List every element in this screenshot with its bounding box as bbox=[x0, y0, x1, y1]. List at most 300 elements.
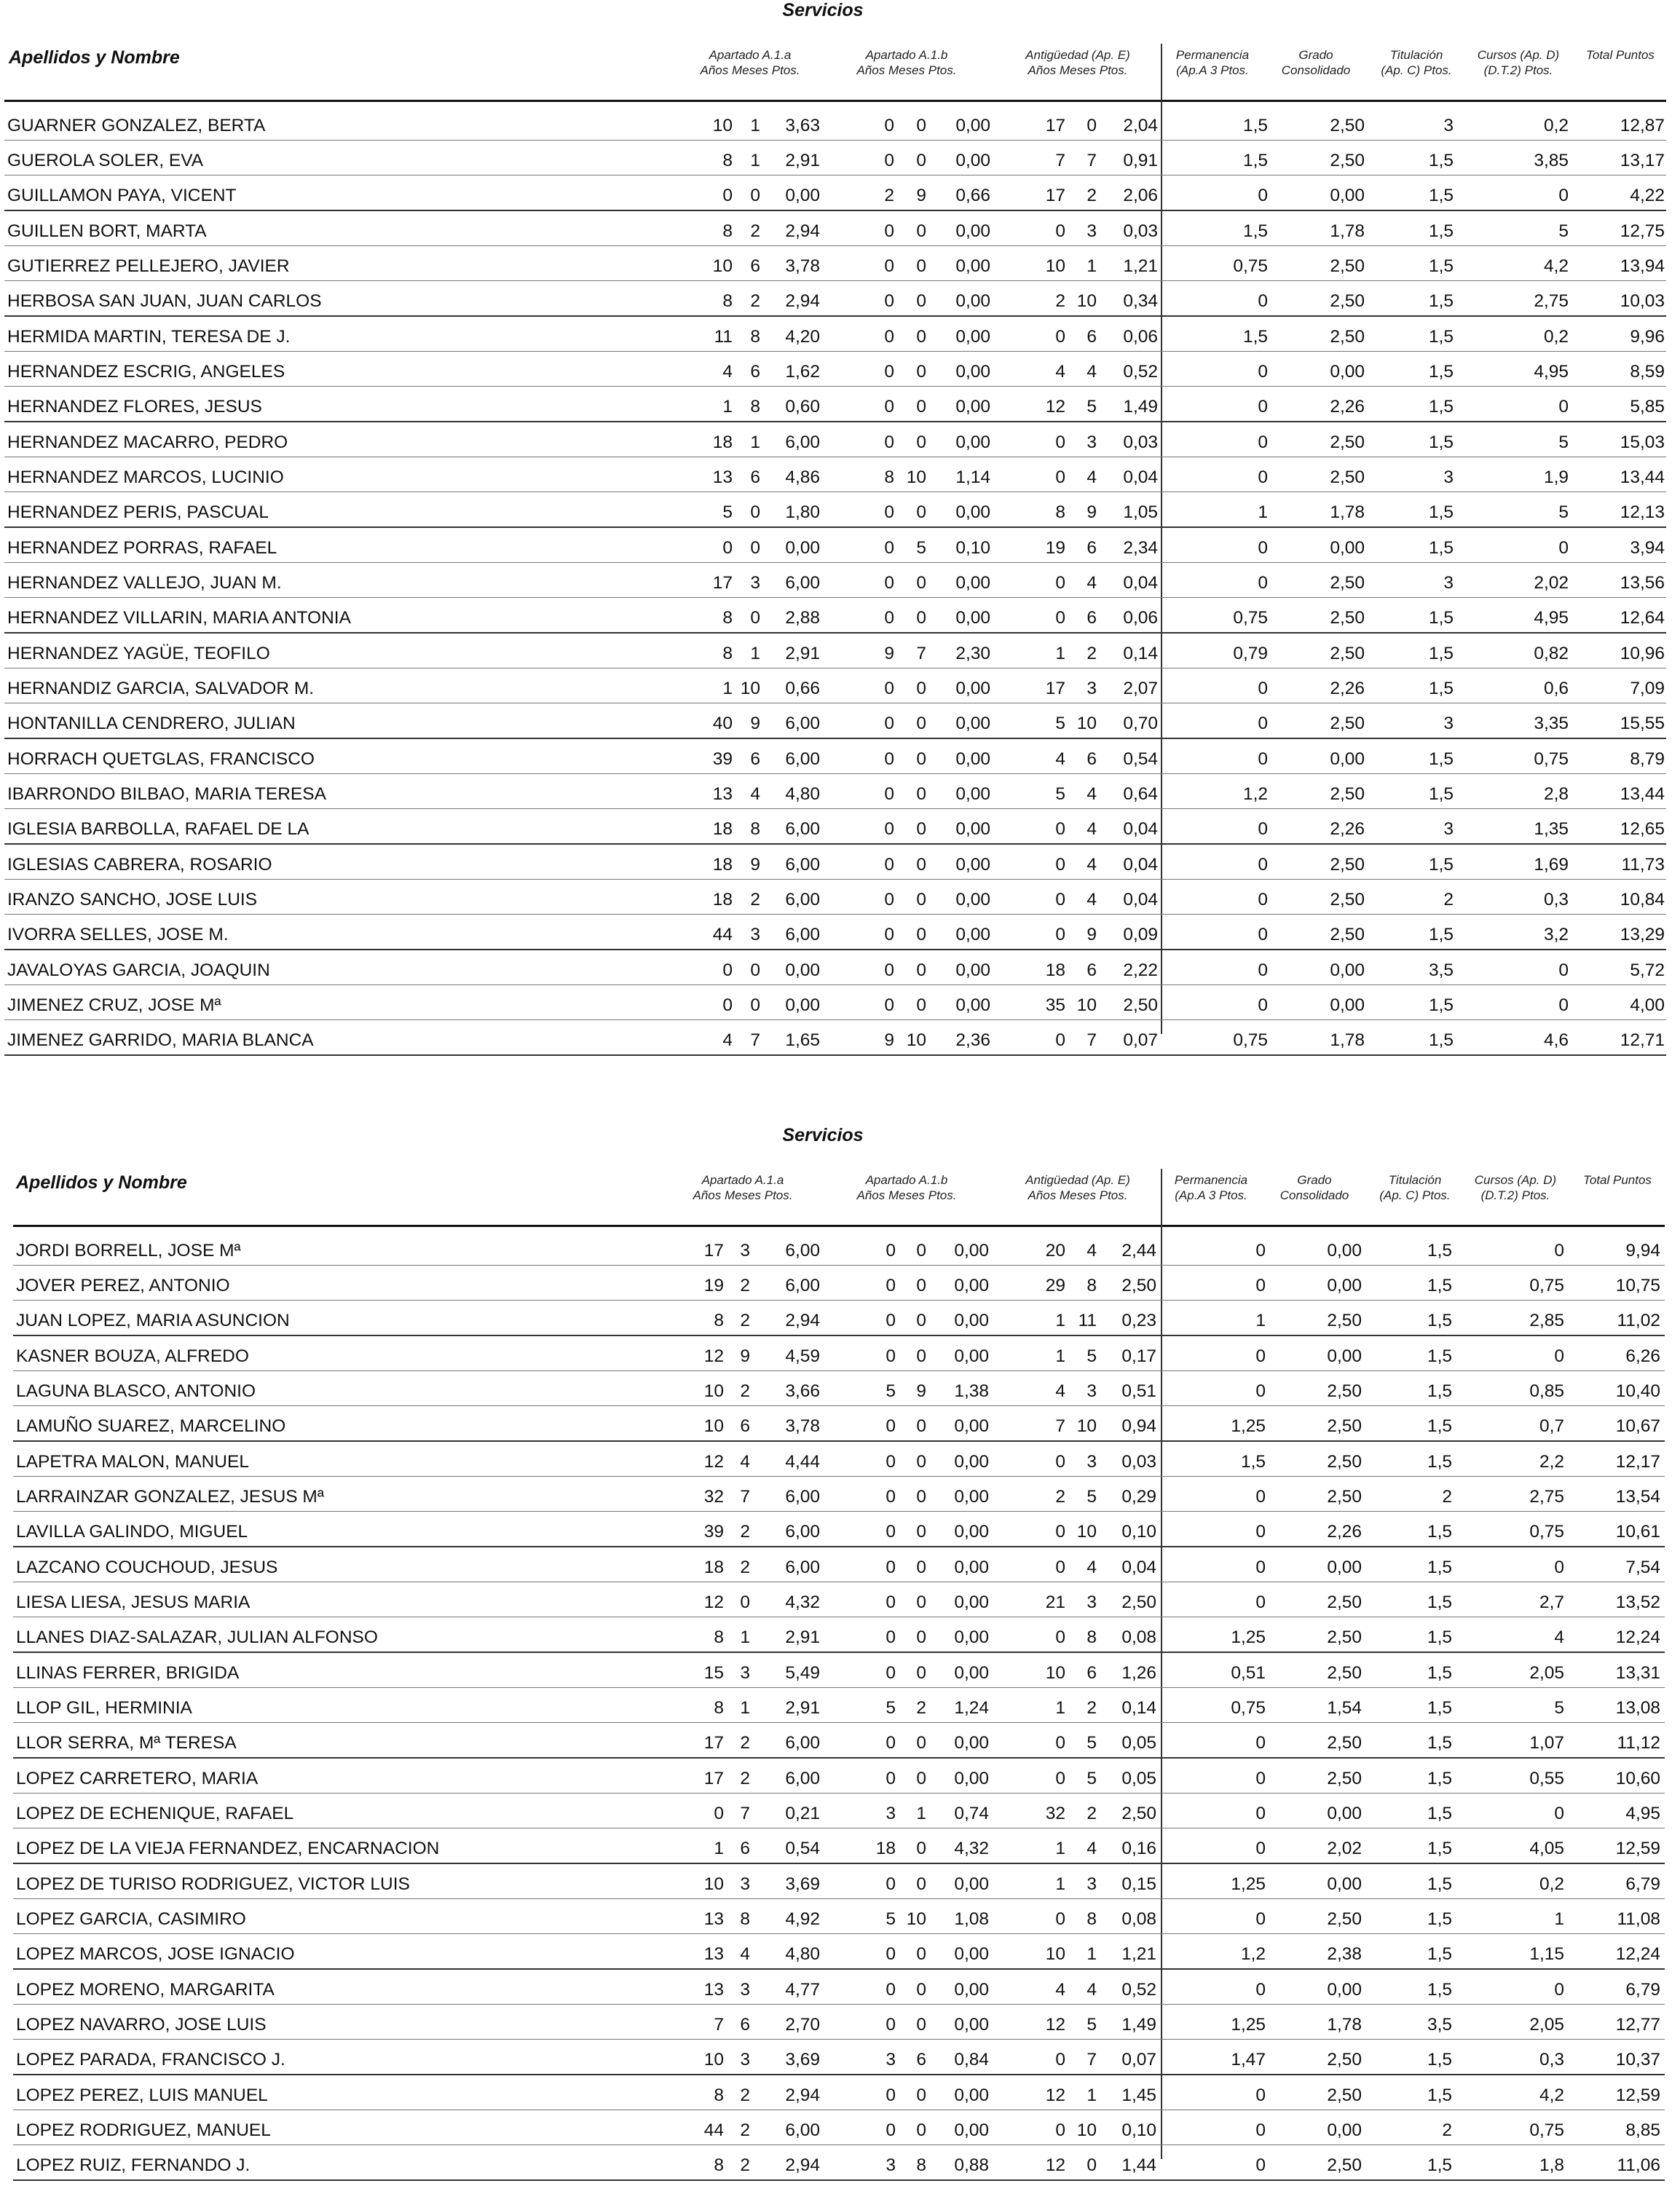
cell-a1a-anos: 13 bbox=[703, 1944, 724, 1964]
cell-a1a-meses: 2 bbox=[740, 2155, 750, 2175]
cell-a1a-anos: 17 bbox=[703, 1769, 724, 1788]
table-row bbox=[13, 1723, 1665, 1759]
cell-a1b-anos: 0 bbox=[886, 1487, 896, 1507]
cell-a1b-meses: 0 bbox=[916, 151, 926, 170]
cell-total: 15,03 bbox=[1620, 433, 1665, 452]
cell-titulacion: 1,5 bbox=[1427, 1522, 1452, 1542]
cell-ant-ptos: 0,03 bbox=[1123, 433, 1158, 452]
cell-a1a-anos: 1 bbox=[714, 1839, 724, 1858]
cell-ant-anos: 1 bbox=[1055, 1839, 1065, 1858]
cell-ant-anos: 0 bbox=[1055, 573, 1065, 593]
cell-a1a-anos: 10 bbox=[703, 1874, 724, 1894]
cell-permanencia: 1,25 bbox=[1231, 1416, 1266, 1436]
cell-ant-meses: 10 bbox=[1076, 1416, 1097, 1436]
cell-a1b-meses: 2 bbox=[916, 1698, 926, 1718]
cell-ant-meses: 3 bbox=[1087, 221, 1097, 241]
cell-ant-ptos: 0,04 bbox=[1123, 467, 1158, 487]
cell-titulacion: 1,5 bbox=[1428, 925, 1454, 944]
cell-grado: 2,50 bbox=[1330, 291, 1365, 311]
cell-a1b-ptos: 0,00 bbox=[955, 960, 990, 980]
cell-ant-anos: 7 bbox=[1055, 1416, 1065, 1436]
cell-a1a-anos: 10 bbox=[703, 1381, 724, 1401]
cell-a1b-meses: 0 bbox=[916, 1663, 926, 1683]
table-row bbox=[13, 1442, 1665, 1477]
cell-titulacion: 1,5 bbox=[1427, 1593, 1452, 1612]
cell-a1a-anos: 10 bbox=[712, 116, 733, 135]
cell-ant-ptos: 1,21 bbox=[1121, 1944, 1156, 1964]
cell-grado: 2,26 bbox=[1330, 397, 1365, 417]
cell-name: IRANZO SANCHO, JOSE LUIS bbox=[7, 890, 258, 909]
cell-titulacion: 1,5 bbox=[1428, 256, 1454, 276]
cell-a1a-meses: 0 bbox=[750, 502, 760, 522]
cell-a1b-ptos: 0,10 bbox=[955, 538, 990, 558]
cell-titulacion: 1,5 bbox=[1427, 1980, 1452, 2000]
table-row bbox=[4, 668, 1666, 703]
table-row bbox=[4, 634, 1666, 668]
cell-total: 12,71 bbox=[1620, 1030, 1665, 1050]
cell-name: KASNER BOUZA, ALFREDO bbox=[16, 1346, 249, 1366]
cell-cursos: 1,35 bbox=[1534, 819, 1569, 839]
cell-titulacion: 1,5 bbox=[1428, 1030, 1454, 1050]
cell-a1a-ptos: 2,91 bbox=[785, 644, 820, 663]
cell-ant-meses: 4 bbox=[1087, 1980, 1097, 2000]
cell-cursos: 4,95 bbox=[1534, 608, 1569, 628]
cell-ant-ptos: 0,06 bbox=[1123, 327, 1158, 347]
cell-a1a-ptos: 6,00 bbox=[785, 749, 820, 769]
cell-a1a-meses: 0 bbox=[750, 186, 760, 205]
cell-ant-anos: 1 bbox=[1055, 1311, 1065, 1330]
cell-a1b-anos: 0 bbox=[884, 819, 894, 839]
cell-name: HORRACH QUETGLAS, FRANCISCO bbox=[7, 749, 315, 769]
cell-ant-meses: 2 bbox=[1087, 186, 1097, 205]
cell-a1b-ptos: 0,00 bbox=[954, 1944, 989, 1964]
cell-a1a-meses: 2 bbox=[740, 1311, 750, 1330]
cell-name: LLOR SERRA, Mª TERESA bbox=[16, 1733, 237, 1753]
cell-a1a-ptos: 3,66 bbox=[785, 1381, 820, 1401]
table-row bbox=[13, 1406, 1665, 1442]
cell-ant-meses: 7 bbox=[1087, 2050, 1097, 2069]
cell-cursos: 0,3 bbox=[1539, 2050, 1564, 2069]
cell-grado: 2,26 bbox=[1330, 679, 1365, 698]
cell-a1b-ptos: 0,00 bbox=[954, 1627, 989, 1647]
cell-ant-meses: 0 bbox=[1087, 2155, 1097, 2175]
cell-a1a-anos: 5 bbox=[722, 502, 733, 522]
cell-a1b-ptos: 0,00 bbox=[954, 1241, 989, 1260]
cell-cursos: 2,75 bbox=[1529, 1487, 1564, 1507]
cell-cursos: 0,75 bbox=[1529, 1276, 1564, 1295]
cell-a1a-anos: 13 bbox=[703, 1980, 724, 2000]
cell-a1a-meses: 3 bbox=[740, 1663, 750, 1683]
cell-titulacion: 1,5 bbox=[1428, 397, 1454, 417]
cell-a1a-ptos: 4,80 bbox=[785, 784, 820, 804]
cell-a1a-ptos: 2,70 bbox=[785, 2015, 820, 2035]
cell-ant-anos: 8 bbox=[1055, 502, 1065, 522]
cell-name: LARRAINZAR GONZALEZ, JESUS Mª bbox=[16, 1487, 324, 1507]
cell-a1b-meses: 0 bbox=[916, 1980, 926, 2000]
cell-a1a-anos: 44 bbox=[703, 2120, 724, 2140]
cell-a1b-ptos: 0,00 bbox=[954, 1276, 989, 1295]
cell-name: LOPEZ NAVARRO, JOSE LUIS bbox=[16, 2015, 267, 2035]
table-row bbox=[13, 2110, 1665, 2145]
cell-name: GUARNER GONZALEZ, BERTA bbox=[7, 116, 266, 135]
cell-a1a-ptos: 2,91 bbox=[785, 1698, 820, 1718]
cell-permanencia: 0 bbox=[1258, 573, 1268, 593]
cell-total: 6,79 bbox=[1625, 1980, 1660, 2000]
cell-permanencia: 1,25 bbox=[1231, 1874, 1266, 1894]
cell-a1b-anos: 0 bbox=[884, 502, 894, 522]
cell-a1a-anos: 10 bbox=[703, 1416, 724, 1436]
cell-a1b-meses: 0 bbox=[916, 749, 926, 769]
cell-ant-anos: 12 bbox=[1045, 397, 1065, 417]
cell-a1b-anos: 18 bbox=[875, 1839, 896, 1858]
cell-grado: 2,50 bbox=[1330, 256, 1365, 276]
cell-ant-meses: 6 bbox=[1087, 1663, 1097, 1683]
cell-a1a-anos: 0 bbox=[714, 1804, 724, 1823]
cell-ant-anos: 0 bbox=[1055, 1909, 1065, 1929]
table-row bbox=[13, 2005, 1665, 2040]
table-row bbox=[4, 492, 1666, 528]
cell-a1b-anos: 0 bbox=[884, 995, 894, 1015]
cell-ant-ptos: 0,52 bbox=[1123, 362, 1158, 382]
cell-a1b-anos: 0 bbox=[886, 1276, 896, 1295]
cell-ant-anos: 20 bbox=[1045, 1241, 1065, 1260]
cell-ant-ptos: 0,04 bbox=[1123, 855, 1158, 875]
cell-permanencia: 0 bbox=[1255, 1980, 1266, 2000]
cell-name: GUILLAMON PAYA, VICENT bbox=[7, 186, 237, 205]
cell-a1b-anos: 0 bbox=[884, 538, 894, 558]
table-row bbox=[4, 211, 1666, 246]
cell-total: 6,79 bbox=[1625, 1874, 1660, 1894]
cell-permanencia: 0 bbox=[1258, 679, 1268, 698]
cell-titulacion: 3,5 bbox=[1428, 960, 1454, 980]
cell-titulacion: 3 bbox=[1443, 116, 1454, 135]
cell-ant-anos: 0 bbox=[1055, 1452, 1065, 1472]
cell-ant-anos: 1 bbox=[1055, 1874, 1065, 1894]
cell-a1a-ptos: 6,00 bbox=[785, 1276, 820, 1295]
cell-permanencia: 0 bbox=[1258, 714, 1268, 733]
cell-permanencia: 0 bbox=[1258, 925, 1268, 944]
cell-total: 12,64 bbox=[1620, 608, 1665, 628]
cell-total: 10,84 bbox=[1620, 890, 1665, 909]
cell-grado: 2,50 bbox=[1327, 2050, 1362, 2069]
cell-a1a-anos: 12 bbox=[703, 1346, 724, 1366]
cell-grado: 2,26 bbox=[1327, 1522, 1362, 1542]
cell-a1b-anos: 0 bbox=[886, 1874, 896, 1894]
cell-total: 12,59 bbox=[1615, 2086, 1660, 2105]
cell-ant-anos: 0 bbox=[1055, 819, 1065, 839]
table-row bbox=[13, 2145, 1665, 2181]
cell-total: 12,87 bbox=[1620, 116, 1665, 135]
cell-a1b-ptos: 0,00 bbox=[954, 1733, 989, 1753]
cell-a1b-anos: 0 bbox=[884, 221, 894, 241]
cell-a1b-ptos: 0,00 bbox=[955, 502, 990, 522]
cell-permanencia: 0 bbox=[1255, 1487, 1266, 1507]
cell-total: 3,94 bbox=[1630, 538, 1665, 558]
cell-a1b-meses: 0 bbox=[916, 1839, 926, 1858]
cell-a1b-anos: 0 bbox=[884, 256, 894, 276]
cell-ant-ptos: 0,70 bbox=[1123, 714, 1158, 733]
cell-a1b-anos: 0 bbox=[886, 2015, 896, 2035]
cell-a1b-anos: 0 bbox=[884, 433, 894, 452]
cell-ant-anos: 0 bbox=[1055, 1558, 1065, 1577]
cell-a1a-ptos: 2,94 bbox=[785, 1311, 820, 1330]
header-apartado-a1a: Apartado A.1.a Años Meses Ptos. bbox=[693, 1173, 793, 1202]
cell-cursos: 3,35 bbox=[1534, 714, 1569, 733]
cell-a1b-meses: 10 bbox=[906, 1909, 926, 1929]
cell-ant-meses: 6 bbox=[1087, 608, 1097, 628]
cell-name: LOPEZ RUIZ, FERNANDO J. bbox=[16, 2155, 251, 2175]
cell-a1b-ptos: 2,36 bbox=[955, 1030, 990, 1050]
cell-a1a-meses: 6 bbox=[750, 362, 760, 382]
cell-a1a-meses: 3 bbox=[740, 1241, 750, 1260]
table-row bbox=[13, 1653, 1665, 1688]
cell-name: HERNANDIZ GARCIA, SALVADOR M. bbox=[7, 679, 315, 698]
cell-ant-meses: 4 bbox=[1087, 467, 1097, 487]
cell-a1a-meses: 3 bbox=[750, 925, 760, 944]
cell-grado: 2,50 bbox=[1330, 608, 1365, 628]
cell-a1b-meses: 7 bbox=[916, 644, 926, 663]
cell-name: LLOP GIL, HERMINIA bbox=[16, 1698, 192, 1718]
cell-ant-ptos: 0,52 bbox=[1121, 1980, 1156, 2000]
cell-ant-anos: 0 bbox=[1055, 2050, 1065, 2069]
cell-titulacion: 1,5 bbox=[1427, 1558, 1452, 1577]
cell-ant-ptos: 1,05 bbox=[1123, 502, 1158, 522]
table-row bbox=[13, 1828, 1665, 1864]
cell-grado: 2,50 bbox=[1330, 327, 1365, 347]
cell-ant-meses: 5 bbox=[1087, 397, 1097, 417]
cell-a1b-anos: 5 bbox=[886, 1698, 896, 1718]
cell-a1b-ptos: 4,32 bbox=[954, 1839, 989, 1858]
cell-a1b-ptos: 0,00 bbox=[954, 1874, 989, 1894]
cell-ant-ptos: 0,07 bbox=[1121, 2050, 1156, 2069]
cell-cursos: 2,05 bbox=[1529, 1663, 1564, 1683]
cell-total: 11,08 bbox=[1617, 1909, 1660, 1929]
cell-a1a-meses: 2 bbox=[740, 2086, 750, 2105]
cell-cursos: 1,8 bbox=[1539, 2155, 1564, 2175]
cell-a1b-meses: 0 bbox=[916, 433, 926, 452]
cell-a1a-ptos: 6,00 bbox=[785, 819, 820, 839]
cell-total: 10,37 bbox=[1615, 2050, 1660, 2069]
cell-a1b-anos: 0 bbox=[886, 1627, 896, 1647]
cell-total: 4,95 bbox=[1625, 1804, 1660, 1823]
cell-a1a-meses: 1 bbox=[750, 433, 760, 452]
cell-ant-ptos: 2,50 bbox=[1121, 1276, 1156, 1295]
cell-grado: 1,78 bbox=[1330, 221, 1365, 241]
cell-a1b-meses: 0 bbox=[916, 714, 926, 733]
cell-permanencia: 0 bbox=[1258, 291, 1268, 311]
cell-a1a-meses: 7 bbox=[740, 1804, 750, 1823]
table-row bbox=[4, 915, 1666, 950]
cell-permanencia: 0 bbox=[1255, 1804, 1266, 1823]
table-row bbox=[13, 1934, 1665, 1970]
cell-cursos: 4,05 bbox=[1529, 1839, 1564, 1858]
cell-ant-anos: 0 bbox=[1055, 433, 1065, 452]
cell-a1b-ptos: 0,00 bbox=[955, 819, 990, 839]
cell-a1b-ptos: 0,00 bbox=[954, 1346, 989, 1366]
cell-a1a-ptos: 2,94 bbox=[785, 2155, 820, 2175]
cell-a1b-ptos: 0,00 bbox=[955, 151, 990, 170]
header-antiguedad: Antigüedad (Ap. E) Años Meses Ptos. bbox=[1025, 1173, 1130, 1202]
cell-a1b-ptos: 0,00 bbox=[954, 1558, 989, 1577]
cell-a1a-anos: 8 bbox=[714, 1627, 724, 1647]
cell-cursos: 3,2 bbox=[1543, 925, 1569, 944]
cell-titulacion: 1,5 bbox=[1427, 1452, 1452, 1472]
cell-cursos: 0 bbox=[1554, 1241, 1564, 1260]
cell-a1a-anos: 8 bbox=[714, 2086, 724, 2105]
cell-a1a-ptos: 6,00 bbox=[785, 1522, 820, 1542]
cell-name: LLINAS FERRER, BRIGIDA bbox=[16, 1663, 240, 1683]
cell-titulacion: 1,5 bbox=[1427, 1663, 1452, 1683]
cell-a1a-anos: 8 bbox=[722, 151, 733, 170]
cell-grado: 2,26 bbox=[1330, 819, 1365, 839]
cell-cursos: 0,75 bbox=[1529, 2120, 1564, 2140]
cell-a1a-ptos: 4,32 bbox=[785, 1593, 820, 1612]
cell-a1b-meses: 10 bbox=[906, 467, 926, 487]
cell-a1b-anos: 0 bbox=[886, 1769, 896, 1788]
cell-a1b-ptos: 0,00 bbox=[955, 749, 990, 769]
cell-titulacion: 1,5 bbox=[1427, 1909, 1452, 1929]
table-row bbox=[4, 950, 1666, 985]
cell-a1a-anos: 10 bbox=[703, 2050, 724, 2069]
cell-total: 12,24 bbox=[1615, 1944, 1660, 1964]
cell-name: HERNANDEZ VILLARIN, MARIA ANTONIA bbox=[7, 608, 351, 628]
cell-a1b-meses: 0 bbox=[916, 784, 926, 804]
cell-a1a-ptos: 6,00 bbox=[785, 573, 820, 593]
cell-cursos: 2,7 bbox=[1539, 1593, 1564, 1612]
cell-a1a-ptos: 6,00 bbox=[785, 890, 820, 909]
table-body bbox=[13, 1231, 1665, 2181]
cell-titulacion: 1,5 bbox=[1427, 1241, 1452, 1260]
cell-ant-meses: 8 bbox=[1087, 1276, 1097, 1295]
cell-ant-ptos: 0,17 bbox=[1121, 1346, 1156, 1366]
cell-titulacion: 2 bbox=[1443, 890, 1454, 909]
cell-name: JIMENEZ CRUZ, JOSE Mª bbox=[7, 995, 221, 1015]
cell-ant-ptos: 2,44 bbox=[1121, 1241, 1156, 1260]
cell-grado: 2,50 bbox=[1330, 714, 1365, 733]
cell-a1b-anos: 0 bbox=[886, 2086, 896, 2105]
cell-grado: 1,78 bbox=[1327, 2015, 1362, 2035]
header-name: Apellidos y Nombre bbox=[16, 1172, 187, 1193]
cell-total: 13,94 bbox=[1620, 256, 1665, 276]
cell-name: LAVILLA GALINDO, MIGUEL bbox=[16, 1522, 248, 1542]
cell-permanencia: 0 bbox=[1258, 819, 1268, 839]
cell-ant-anos: 29 bbox=[1045, 1276, 1065, 1295]
cell-total: 13,17 bbox=[1620, 151, 1665, 170]
cell-ant-meses: 5 bbox=[1087, 1733, 1097, 1753]
cell-ant-ptos: 0,64 bbox=[1123, 784, 1158, 804]
cell-ant-anos: 0 bbox=[1055, 925, 1065, 944]
cell-a1a-meses: 3 bbox=[740, 2050, 750, 2069]
cell-cursos: 1,07 bbox=[1529, 1733, 1564, 1753]
cell-name: LOPEZ DE TURISO RODRIGUEZ, VICTOR LUIS bbox=[16, 1874, 410, 1894]
header-permanencia: Permanencia (Ap.A 3 Ptos. bbox=[1174, 1173, 1248, 1202]
cell-a1a-anos: 13 bbox=[712, 467, 733, 487]
cell-a1a-ptos: 6,00 bbox=[785, 1733, 820, 1753]
cell-permanencia: 1,5 bbox=[1242, 151, 1268, 170]
cell-a1a-meses: 8 bbox=[740, 1909, 750, 1929]
cell-total: 12,17 bbox=[1615, 1452, 1660, 1472]
cell-a1b-meses: 9 bbox=[916, 1381, 926, 1401]
cell-ant-meses: 3 bbox=[1087, 679, 1097, 698]
cell-ant-meses: 3 bbox=[1087, 1381, 1097, 1401]
cell-a1b-ptos: 0,00 bbox=[955, 925, 990, 944]
cell-a1b-meses: 0 bbox=[916, 1874, 926, 1894]
cell-ant-ptos: 0,16 bbox=[1121, 1839, 1156, 1858]
table-row bbox=[4, 387, 1666, 422]
cell-cursos: 1 bbox=[1554, 1909, 1564, 1929]
cell-ant-meses: 8 bbox=[1087, 1627, 1097, 1647]
cell-permanencia: 0,75 bbox=[1233, 608, 1268, 628]
cell-ant-meses: 9 bbox=[1087, 925, 1097, 944]
cell-titulacion: 1,5 bbox=[1427, 1874, 1452, 1894]
cell-permanencia: 1,25 bbox=[1231, 2015, 1266, 2035]
cell-a1b-meses: 0 bbox=[916, 960, 926, 980]
cell-total: 12,24 bbox=[1615, 1627, 1660, 1647]
cell-total: 5,85 bbox=[1630, 397, 1665, 417]
cell-permanencia: 0 bbox=[1255, 1733, 1266, 1753]
cell-ant-meses: 3 bbox=[1087, 1452, 1097, 1472]
cell-a1b-anos: 2 bbox=[884, 186, 894, 205]
table-row bbox=[13, 1301, 1665, 1336]
cell-grado: 0,00 bbox=[1330, 538, 1365, 558]
cell-a1a-anos: 8 bbox=[714, 1698, 724, 1718]
cell-ant-anos: 7 bbox=[1055, 151, 1065, 170]
cell-name: JIMENEZ GARRIDO, MARIA BLANCA bbox=[7, 1030, 314, 1050]
cell-name: HERNANDEZ PORRAS, RAFAEL bbox=[7, 538, 277, 558]
table-row bbox=[13, 1617, 1665, 1653]
cell-a1a-meses: 10 bbox=[740, 679, 760, 698]
table-row bbox=[4, 457, 1666, 492]
cell-a1a-anos: 44 bbox=[712, 925, 733, 944]
cell-permanencia: 0 bbox=[1258, 960, 1268, 980]
header-grado: Grado Consolidado bbox=[1279, 1173, 1349, 1202]
cell-a1a-ptos: 6,00 bbox=[785, 1558, 820, 1577]
cell-a1b-anos: 0 bbox=[886, 2120, 896, 2140]
header-titulacion: Titulación (Ap. C) Ptos. bbox=[1381, 48, 1452, 77]
cell-a1a-meses: 0 bbox=[750, 995, 760, 1015]
cell-ant-ptos: 0,03 bbox=[1121, 1452, 1156, 1472]
cell-a1b-ptos: 0,66 bbox=[955, 186, 990, 205]
cell-a1a-anos: 32 bbox=[703, 1487, 724, 1507]
cell-name: LOPEZ PEREZ, LUIS MANUEL bbox=[16, 2086, 268, 2105]
cell-a1a-anos: 13 bbox=[712, 784, 733, 804]
cell-titulacion: 1,5 bbox=[1428, 749, 1454, 769]
cell-a1a-ptos: 0,00 bbox=[785, 995, 820, 1015]
cell-permanencia: 0 bbox=[1258, 397, 1268, 417]
cell-a1b-anos: 0 bbox=[884, 116, 894, 135]
cell-a1b-ptos: 0,00 bbox=[955, 362, 990, 382]
cell-titulacion: 1,5 bbox=[1428, 362, 1454, 382]
cell-grado: 2,50 bbox=[1327, 1909, 1362, 1929]
table-row bbox=[4, 739, 1666, 774]
cell-grado: 2,50 bbox=[1330, 644, 1365, 663]
cell-a1b-ptos: 0,84 bbox=[954, 2050, 989, 2069]
cell-a1a-ptos: 2,91 bbox=[785, 1627, 820, 1647]
cell-total: 9,96 bbox=[1630, 327, 1665, 347]
cell-grado: 2,50 bbox=[1330, 855, 1365, 875]
cell-a1a-anos: 39 bbox=[703, 1522, 724, 1542]
cell-a1b-meses: 0 bbox=[916, 1487, 926, 1507]
cell-a1a-anos: 19 bbox=[703, 1276, 724, 1295]
cell-ant-anos: 2 bbox=[1055, 291, 1065, 311]
cell-a1b-anos: 0 bbox=[884, 925, 894, 944]
cell-name: HERNANDEZ ESCRIG, ANGELES bbox=[7, 362, 285, 382]
cell-a1b-anos: 0 bbox=[884, 960, 894, 980]
cell-name: HERNANDEZ VALLEJO, JUAN M. bbox=[7, 573, 282, 593]
cell-a1a-anos: 18 bbox=[703, 1558, 724, 1577]
cell-a1b-meses: 0 bbox=[916, 1522, 926, 1542]
table-row bbox=[13, 1512, 1665, 1547]
